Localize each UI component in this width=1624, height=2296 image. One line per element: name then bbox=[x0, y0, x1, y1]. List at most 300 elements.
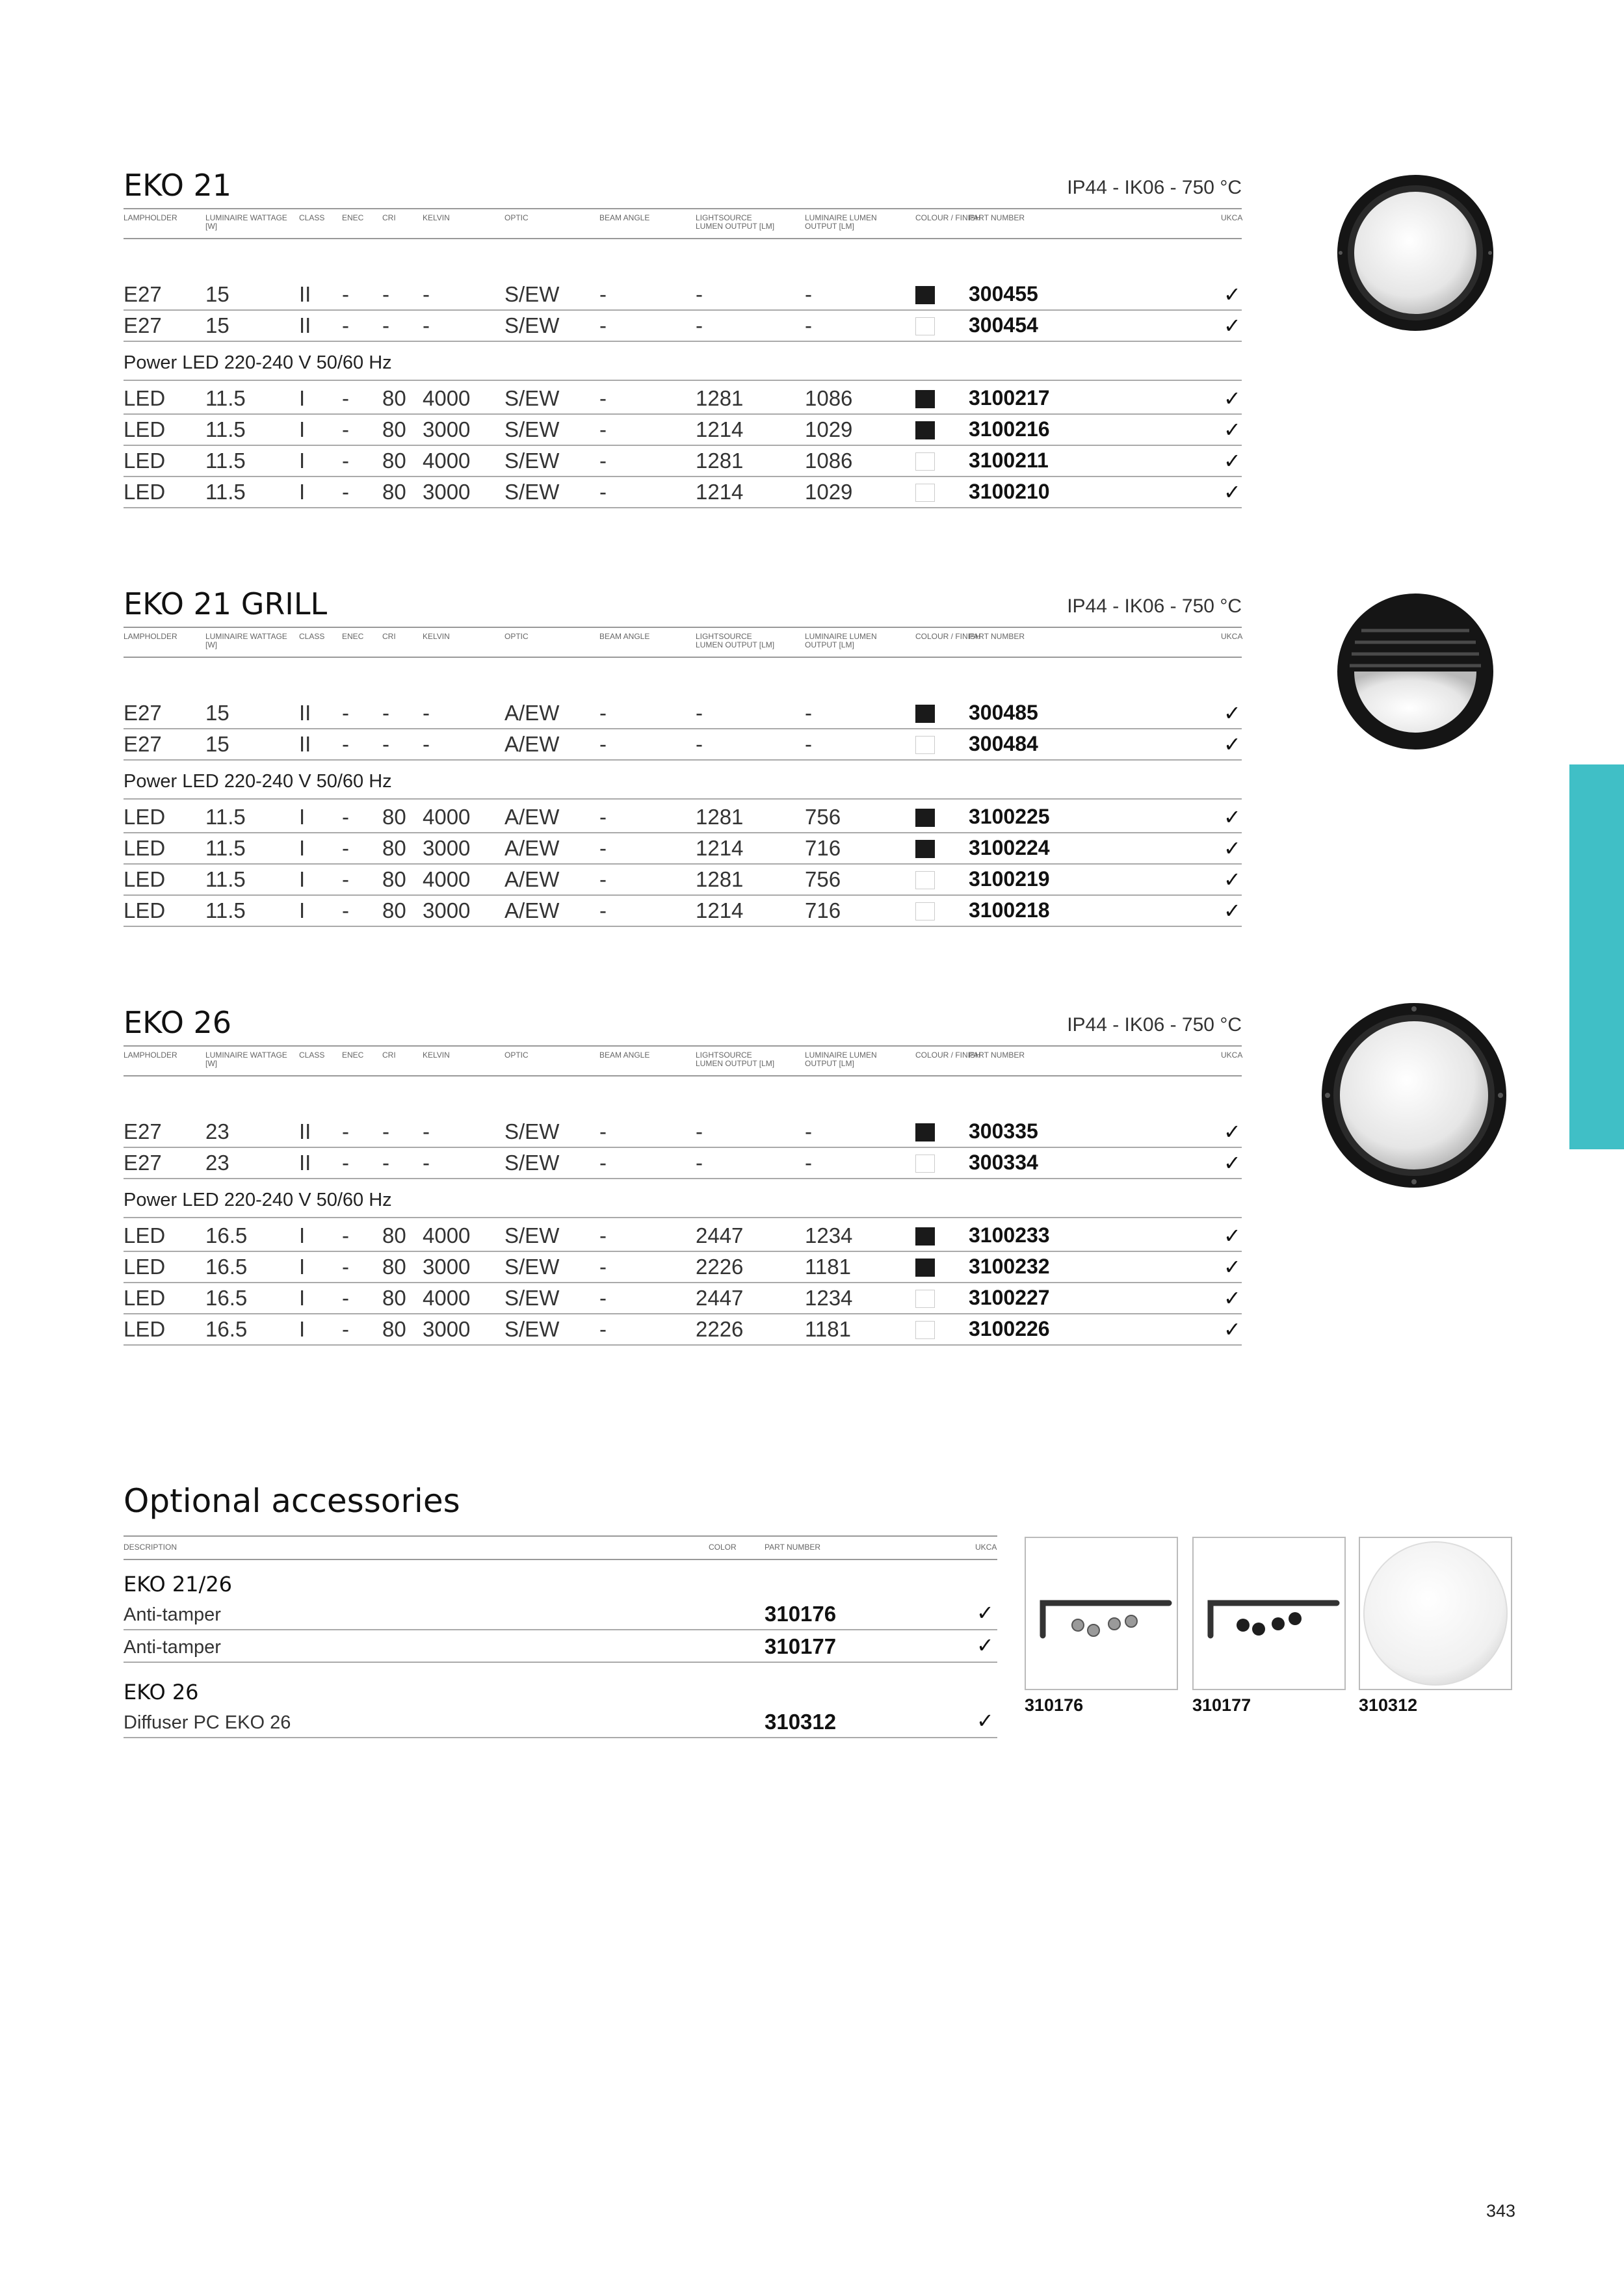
cell-enec: - bbox=[342, 1119, 349, 1143]
ukca-check-icon: ✓ bbox=[1224, 480, 1241, 504]
cell-kelvin: 3000 bbox=[423, 1317, 471, 1341]
cell-lum: - bbox=[805, 1119, 812, 1143]
accessory-part-number: 310176 bbox=[765, 1602, 837, 1626]
cell-optic: S/EW bbox=[504, 1151, 560, 1175]
cell-beam: - bbox=[599, 732, 607, 756]
accessory-row bbox=[124, 1630, 997, 1663]
cell-ls: 1281 bbox=[696, 449, 744, 473]
cell-beam: - bbox=[599, 1286, 607, 1310]
cell-lamp: LED bbox=[124, 1255, 166, 1279]
col-part: PART NUMBER bbox=[969, 1050, 1025, 1060]
finish-swatch-white bbox=[915, 1290, 935, 1308]
divider bbox=[124, 1217, 1242, 1218]
cell-cls: II bbox=[299, 701, 311, 725]
eko21-grill-lamp-image bbox=[1335, 592, 1495, 751]
finish-swatch-black bbox=[915, 286, 935, 304]
cell-watt: 16.5 bbox=[205, 1223, 248, 1247]
cell-lum: 1086 bbox=[805, 449, 853, 473]
cell-watt: 15 bbox=[205, 732, 229, 756]
table-row bbox=[124, 801, 1242, 833]
cell-watt: 11.5 bbox=[205, 480, 246, 504]
finish-swatch-white bbox=[915, 736, 935, 754]
cell-ls: 2226 bbox=[696, 1255, 744, 1279]
cell-beam: - bbox=[599, 836, 607, 860]
divider bbox=[124, 380, 1242, 381]
col-kelvin: KELVIN bbox=[423, 632, 450, 641]
accessories-header bbox=[124, 1535, 997, 1560]
finish-swatch-white bbox=[915, 871, 935, 889]
cell-ls: 1281 bbox=[696, 386, 744, 410]
cell-lamp: LED bbox=[124, 898, 166, 922]
col-beam: BEAM ANGLE bbox=[599, 1050, 650, 1060]
col-lampholder: LAMPHOLDER bbox=[124, 632, 177, 641]
cell-cri: 80 bbox=[382, 1223, 406, 1247]
col-wattage: LUMINAIRE WATTAGE [W] bbox=[205, 213, 287, 231]
finish-swatch-black bbox=[915, 809, 935, 827]
cell-watt: 11.5 bbox=[205, 449, 246, 473]
cell-part: 300334 bbox=[969, 1151, 1038, 1174]
cell-beam: - bbox=[599, 449, 607, 473]
cell-optic: S/EW bbox=[504, 417, 560, 441]
finish-swatch-white bbox=[915, 452, 935, 471]
cell-lamp: LED bbox=[124, 1223, 166, 1247]
col-ukca: UKCA bbox=[1221, 213, 1243, 222]
cell-lamp: E27 bbox=[124, 701, 162, 725]
finish-swatch-black bbox=[915, 840, 935, 858]
col-cri: CRI bbox=[382, 213, 396, 222]
cell-cri: 80 bbox=[382, 449, 406, 473]
cell-cls: II bbox=[299, 732, 311, 756]
col-part-number: PART NUMBER bbox=[765, 1543, 821, 1552]
cell-enec: - bbox=[342, 480, 349, 504]
cell-enec: - bbox=[342, 1255, 349, 1279]
ukca-check-icon: ✓ bbox=[1224, 418, 1241, 441]
cell-lum: - bbox=[805, 732, 812, 756]
cell-watt: 15 bbox=[205, 282, 229, 306]
group-label: Power LED 220-240 V 50/60 Hz bbox=[124, 1190, 392, 1210]
cell-beam: - bbox=[599, 313, 607, 337]
cell-enec: - bbox=[342, 282, 349, 306]
cell-kelvin: - bbox=[423, 1119, 430, 1143]
accessory-group-eko21-26: EKO 21/26 bbox=[124, 1572, 233, 1597]
finish-swatch-black bbox=[915, 1259, 935, 1277]
cell-lamp: E27 bbox=[124, 732, 162, 756]
ip-rating: IP44 - IK06 - 750 °C bbox=[1067, 1014, 1242, 1036]
cell-cri: 80 bbox=[382, 1317, 406, 1341]
cell-part: 300485 bbox=[969, 701, 1038, 724]
cell-watt: 11.5 bbox=[205, 386, 246, 410]
cell-lamp: E27 bbox=[124, 313, 162, 337]
cell-part: 3100226 bbox=[969, 1317, 1050, 1340]
cell-kelvin: 3000 bbox=[423, 898, 471, 922]
table-row bbox=[124, 1220, 1242, 1252]
accessory-thumb-anti-tamper-2 bbox=[1192, 1537, 1346, 1690]
cell-kelvin: 4000 bbox=[423, 1223, 471, 1247]
group-label: Power LED 220-240 V 50/60 Hz bbox=[124, 352, 392, 373]
cell-optic: S/EW bbox=[504, 1119, 560, 1143]
cell-lum: 1029 bbox=[805, 417, 853, 441]
col-kelvin: KELVIN bbox=[423, 213, 450, 222]
cell-kelvin: 4000 bbox=[423, 1286, 471, 1310]
cell-kelvin: - bbox=[423, 282, 430, 306]
cell-cls: I bbox=[299, 480, 306, 504]
cell-lamp: LED bbox=[124, 386, 166, 410]
col-lampholder: LAMPHOLDER bbox=[124, 1050, 177, 1060]
cell-ls: 1281 bbox=[696, 867, 744, 891]
product-title: EKO 26 bbox=[124, 1005, 232, 1040]
cell-enec: - bbox=[342, 701, 349, 725]
finish-swatch-white bbox=[915, 1321, 935, 1339]
cell-lamp: E27 bbox=[124, 282, 162, 306]
ukca-check-icon: ✓ bbox=[1224, 805, 1241, 829]
col-wattage: LUMINAIRE WATTAGE [W] bbox=[205, 1050, 287, 1068]
cell-optic: S/EW bbox=[504, 313, 560, 337]
col-description: DESCRIPTION bbox=[124, 1543, 177, 1552]
col-enec: ENEC bbox=[342, 632, 364, 641]
cell-enec: - bbox=[342, 867, 349, 891]
cell-optic: S/EW bbox=[504, 449, 560, 473]
eko21-lamp-image bbox=[1335, 173, 1495, 333]
cell-watt: 16.5 bbox=[205, 1317, 248, 1341]
col-colour: COLOUR / FINISH bbox=[915, 1050, 981, 1060]
cell-beam: - bbox=[599, 701, 607, 725]
cell-cri: 80 bbox=[382, 898, 406, 922]
table-row bbox=[124, 1147, 1242, 1179]
ukca-check-icon: ✓ bbox=[1224, 387, 1241, 410]
cell-part: 300454 bbox=[969, 313, 1038, 337]
cell-watt: 11.5 bbox=[205, 867, 246, 891]
accessory-row bbox=[124, 1706, 997, 1738]
table-row bbox=[124, 894, 1242, 927]
col-cri: CRI bbox=[382, 632, 396, 641]
ukca-check-icon: ✓ bbox=[976, 1709, 994, 1732]
cell-cls: II bbox=[299, 1119, 311, 1143]
cell-cls: II bbox=[299, 313, 311, 337]
cell-beam: - bbox=[599, 1151, 607, 1175]
group-label: Power LED 220-240 V 50/60 Hz bbox=[124, 771, 392, 792]
cell-ls: 1214 bbox=[696, 836, 744, 860]
cell-lum: 1181 bbox=[805, 1317, 851, 1341]
cell-cri: 80 bbox=[382, 480, 406, 504]
cell-lum: 756 bbox=[805, 867, 841, 891]
cell-optic: A/EW bbox=[504, 898, 560, 922]
col-colour: COLOUR / FINISH bbox=[915, 632, 981, 641]
cell-cls: I bbox=[299, 1317, 306, 1341]
cell-ls: - bbox=[696, 1151, 703, 1175]
cell-watt: 11.5 bbox=[205, 417, 246, 441]
cell-cls: II bbox=[299, 1151, 311, 1175]
thumb-label: 310176 bbox=[1025, 1695, 1084, 1715]
cell-cls: I bbox=[299, 386, 306, 410]
cell-beam: - bbox=[599, 805, 607, 829]
ukca-check-icon: ✓ bbox=[1224, 899, 1241, 922]
cell-cri: 80 bbox=[382, 1255, 406, 1279]
cell-lamp: LED bbox=[124, 836, 166, 860]
cell-watt: 23 bbox=[205, 1151, 229, 1175]
cell-cls: I bbox=[299, 1223, 306, 1247]
cell-lamp: LED bbox=[124, 1317, 166, 1341]
page-number: 343 bbox=[1486, 2201, 1516, 2221]
cell-ls: 1214 bbox=[696, 898, 744, 922]
cell-watt: 15 bbox=[205, 313, 229, 337]
cell-cls: II bbox=[299, 282, 311, 306]
cell-part: 3100225 bbox=[969, 805, 1050, 828]
cell-enec: - bbox=[342, 1317, 349, 1341]
cell-watt: 11.5 bbox=[205, 805, 246, 829]
cell-ls: 2447 bbox=[696, 1223, 744, 1247]
cell-part: 300484 bbox=[969, 732, 1038, 755]
col-ls_lumen: LIGHTSOURCE LUMEN OUTPUT [LM] bbox=[696, 1050, 775, 1068]
cell-part: 3100211 bbox=[969, 449, 1049, 472]
thumb-label: 310177 bbox=[1192, 1695, 1251, 1715]
cell-part: 3100217 bbox=[969, 386, 1050, 410]
ukca-check-icon: ✓ bbox=[1224, 1318, 1241, 1341]
cell-beam: - bbox=[599, 1119, 607, 1143]
cell-ls: - bbox=[696, 282, 703, 306]
col-optic: OPTIC bbox=[504, 213, 529, 222]
cell-optic: A/EW bbox=[504, 836, 560, 860]
cell-cls: I bbox=[299, 1286, 306, 1310]
cell-beam: - bbox=[599, 867, 607, 891]
col-optic: OPTIC bbox=[504, 1050, 529, 1060]
cell-part: 3100216 bbox=[969, 417, 1050, 441]
cell-part: 3100224 bbox=[969, 836, 1050, 859]
col-ukca: UKCA bbox=[1221, 1050, 1243, 1060]
finish-swatch-white bbox=[915, 1155, 935, 1173]
cell-cri: - bbox=[382, 732, 389, 756]
cell-cls: I bbox=[299, 867, 306, 891]
cell-enec: - bbox=[342, 805, 349, 829]
col-part: PART NUMBER bbox=[969, 632, 1025, 641]
col-wattage: LUMINAIRE WATTAGE [W] bbox=[205, 632, 287, 649]
col-beam: BEAM ANGLE bbox=[599, 213, 650, 222]
cell-part: 300455 bbox=[969, 282, 1038, 306]
col-lum_lumen: LUMINAIRE LUMEN OUTPUT [LM] bbox=[805, 632, 877, 649]
cell-beam: - bbox=[599, 282, 607, 306]
finish-swatch-white bbox=[915, 902, 935, 920]
col-lum_lumen: LUMINAIRE LUMEN OUTPUT [LM] bbox=[805, 1050, 877, 1068]
ukca-check-icon: ✓ bbox=[1224, 449, 1241, 473]
col-class: CLASS bbox=[299, 632, 325, 641]
cell-cri: - bbox=[382, 701, 389, 725]
finish-swatch-black bbox=[915, 1227, 935, 1246]
cell-lum: 1181 bbox=[805, 1255, 851, 1279]
cell-lum: - bbox=[805, 1151, 812, 1175]
cell-enec: - bbox=[342, 1151, 349, 1175]
cell-kelvin: - bbox=[423, 701, 430, 725]
cell-enec: - bbox=[342, 898, 349, 922]
accessory-group-eko26: EKO 26 bbox=[124, 1680, 199, 1704]
accessory-description: Anti-tamper bbox=[124, 1637, 221, 1658]
table-row bbox=[124, 728, 1242, 761]
cell-optic: S/EW bbox=[504, 480, 560, 504]
cell-beam: - bbox=[599, 417, 607, 441]
cell-ls: - bbox=[696, 313, 703, 337]
table-row bbox=[124, 382, 1242, 415]
cell-cri: 80 bbox=[382, 867, 406, 891]
cell-kelvin: 4000 bbox=[423, 386, 471, 410]
cell-lum: 1086 bbox=[805, 386, 853, 410]
cell-watt: 16.5 bbox=[205, 1255, 248, 1279]
accessories-title: Optional accessories bbox=[124, 1482, 460, 1520]
cell-lamp: E27 bbox=[124, 1119, 162, 1143]
ukca-check-icon: ✓ bbox=[1224, 733, 1241, 756]
col-ls_lumen: LIGHTSOURCE LUMEN OUTPUT [LM] bbox=[696, 632, 775, 649]
col-ukca: UKCA bbox=[1221, 632, 1243, 641]
cell-kelvin: 3000 bbox=[423, 1255, 471, 1279]
cell-watt: 23 bbox=[205, 1119, 229, 1143]
ukca-check-icon: ✓ bbox=[1224, 1120, 1241, 1143]
cell-lamp: LED bbox=[124, 480, 166, 504]
cell-cri: 80 bbox=[382, 805, 406, 829]
col-kelvin: KELVIN bbox=[423, 1050, 450, 1060]
cell-cri: 80 bbox=[382, 386, 406, 410]
table-row bbox=[124, 832, 1242, 865]
cell-beam: - bbox=[599, 1255, 607, 1279]
cell-part: 300335 bbox=[969, 1119, 1038, 1143]
cell-cls: I bbox=[299, 805, 306, 829]
cell-cri: - bbox=[382, 1119, 389, 1143]
table-header bbox=[124, 1045, 1242, 1076]
accessory-part-number: 310177 bbox=[765, 1634, 837, 1658]
ip-rating: IP44 - IK06 - 750 °C bbox=[1067, 595, 1242, 617]
cell-lamp: LED bbox=[124, 867, 166, 891]
product-title: EKO 21 bbox=[124, 168, 232, 203]
col-class: CLASS bbox=[299, 1050, 325, 1060]
finish-swatch-black bbox=[915, 390, 935, 408]
cell-watt: 16.5 bbox=[205, 1286, 248, 1310]
ukca-check-icon: ✓ bbox=[1224, 868, 1241, 891]
accessory-description: Anti-tamper bbox=[124, 1604, 221, 1625]
ukca-check-icon: ✓ bbox=[1224, 701, 1241, 725]
ukca-check-icon: ✓ bbox=[1224, 314, 1241, 337]
finish-swatch-white bbox=[915, 484, 935, 502]
cell-watt: 11.5 bbox=[205, 836, 246, 860]
table-row bbox=[124, 1115, 1242, 1148]
cell-lum: - bbox=[805, 313, 812, 337]
ukca-check-icon: ✓ bbox=[1224, 1151, 1241, 1175]
cell-optic: A/EW bbox=[504, 732, 560, 756]
cell-lum: 1029 bbox=[805, 480, 853, 504]
table-row bbox=[124, 1313, 1242, 1346]
table-header bbox=[124, 208, 1242, 239]
cell-lamp: LED bbox=[124, 449, 166, 473]
cell-cls: I bbox=[299, 1255, 306, 1279]
cell-watt: 15 bbox=[205, 701, 229, 725]
cell-ls: 2226 bbox=[696, 1317, 744, 1341]
col-cri: CRI bbox=[382, 1050, 396, 1060]
cell-optic: A/EW bbox=[504, 805, 560, 829]
cell-part: 3100233 bbox=[969, 1223, 1050, 1247]
cell-optic: S/EW bbox=[504, 1255, 560, 1279]
col-color: COLOR bbox=[709, 1543, 737, 1552]
cell-optic: S/EW bbox=[504, 282, 560, 306]
cell-enec: - bbox=[342, 836, 349, 860]
table-header bbox=[124, 627, 1242, 658]
cell-enec: - bbox=[342, 1286, 349, 1310]
cell-lamp: E27 bbox=[124, 1151, 162, 1175]
cell-optic: A/EW bbox=[504, 701, 560, 725]
ukca-check-icon: ✓ bbox=[1224, 837, 1241, 860]
cell-lum: 716 bbox=[805, 836, 841, 860]
cell-enec: - bbox=[342, 732, 349, 756]
cell-part: 3100232 bbox=[969, 1255, 1050, 1278]
cell-cls: I bbox=[299, 417, 306, 441]
table-row bbox=[124, 445, 1242, 477]
cell-part: 3100227 bbox=[969, 1286, 1050, 1309]
cell-kelvin: 4000 bbox=[423, 805, 471, 829]
cell-lum: - bbox=[805, 282, 812, 306]
cell-part: 3100219 bbox=[969, 867, 1050, 891]
finish-swatch-black bbox=[915, 1123, 935, 1141]
cell-optic: S/EW bbox=[504, 1223, 560, 1247]
cell-lum: 756 bbox=[805, 805, 841, 829]
ukca-check-icon: ✓ bbox=[976, 1601, 994, 1624]
cell-ls: 1214 bbox=[696, 480, 744, 504]
ukca-check-icon: ✓ bbox=[1224, 1286, 1241, 1310]
cell-cri: - bbox=[382, 313, 389, 337]
col-lum_lumen: LUMINAIRE LUMEN OUTPUT [LM] bbox=[805, 213, 877, 231]
ip-rating: IP44 - IK06 - 750 °C bbox=[1067, 177, 1242, 198]
table-row bbox=[124, 476, 1242, 508]
cell-enec: - bbox=[342, 417, 349, 441]
cell-lum: 1234 bbox=[805, 1223, 853, 1247]
ukca-check-icon: ✓ bbox=[1224, 1255, 1241, 1279]
cell-cls: I bbox=[299, 836, 306, 860]
table-row bbox=[124, 863, 1242, 896]
table-row bbox=[124, 1251, 1242, 1283]
ukca-check-icon: ✓ bbox=[1224, 283, 1241, 306]
cell-lum: 1234 bbox=[805, 1286, 853, 1310]
cell-enec: - bbox=[342, 386, 349, 410]
col-class: CLASS bbox=[299, 213, 325, 222]
cell-kelvin: 4000 bbox=[423, 449, 471, 473]
col-colour: COLOUR / FINISH bbox=[915, 213, 981, 222]
cell-ls: 2447 bbox=[696, 1286, 744, 1310]
accessory-row bbox=[124, 1598, 997, 1630]
eko26-lamp-image bbox=[1320, 1001, 1508, 1190]
table-row bbox=[124, 309, 1242, 342]
col-lampholder: LAMPHOLDER bbox=[124, 213, 177, 222]
table-row bbox=[124, 278, 1242, 311]
accessory-part-number: 310312 bbox=[765, 1710, 837, 1734]
cell-beam: - bbox=[599, 1317, 607, 1341]
col-ukca: UKCA bbox=[975, 1543, 997, 1552]
col-enec: ENEC bbox=[342, 213, 364, 222]
cell-enec: - bbox=[342, 449, 349, 473]
cell-lum: 716 bbox=[805, 898, 841, 922]
accessory-thumb-diffuser bbox=[1359, 1537, 1512, 1690]
finish-swatch-white bbox=[915, 317, 935, 335]
cell-ls: - bbox=[696, 732, 703, 756]
cell-ls: - bbox=[696, 1119, 703, 1143]
table-row bbox=[124, 1282, 1242, 1314]
col-ls_lumen: LIGHTSOURCE LUMEN OUTPUT [LM] bbox=[696, 213, 775, 231]
cell-lamp: LED bbox=[124, 417, 166, 441]
finish-swatch-black bbox=[915, 421, 935, 439]
cell-beam: - bbox=[599, 898, 607, 922]
cell-cls: I bbox=[299, 898, 306, 922]
cell-optic: S/EW bbox=[504, 1317, 560, 1341]
cell-optic: S/EW bbox=[504, 386, 560, 410]
cell-ls: 1281 bbox=[696, 805, 744, 829]
finish-swatch-black bbox=[915, 705, 935, 723]
cell-cri: 80 bbox=[382, 836, 406, 860]
cell-watt: 11.5 bbox=[205, 898, 246, 922]
cell-lamp: LED bbox=[124, 1286, 166, 1310]
thumb-label: 310312 bbox=[1359, 1695, 1418, 1715]
product-title: EKO 21 GRILL bbox=[124, 586, 328, 621]
